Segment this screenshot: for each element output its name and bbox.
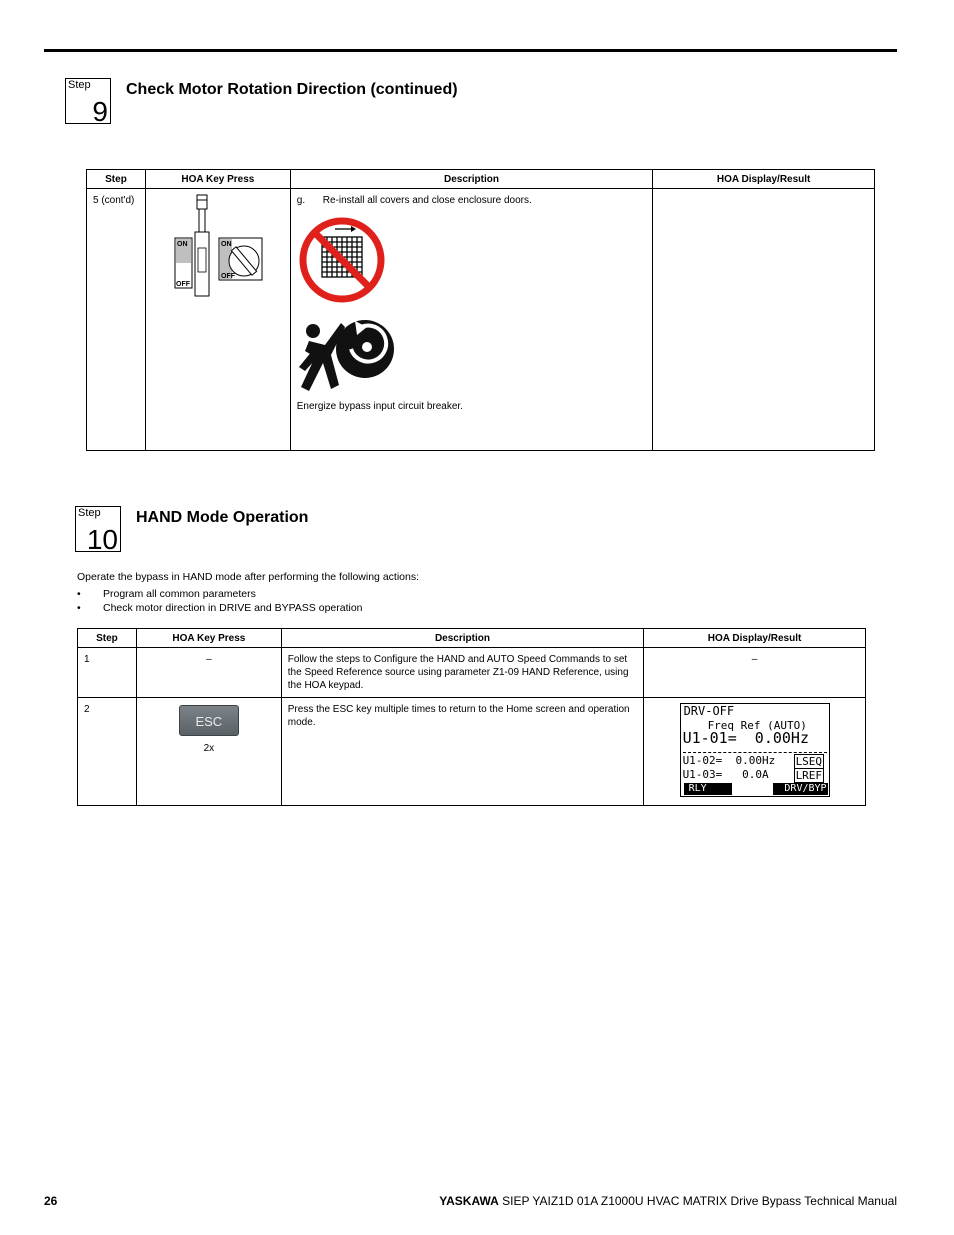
description-cell [290, 189, 652, 451]
footer-title [439, 1194, 897, 1208]
lcd-divider [683, 752, 827, 753]
step-label: Step [78, 507, 101, 519]
step-number: 10 [86, 524, 118, 555]
step-9-table [86, 169, 875, 451]
lcd-line-monitor-main: U1-01= 0.00Hz [682, 729, 809, 747]
table-row [87, 189, 875, 451]
key-press-count: 2x [203, 743, 215, 754]
key-cell: – [136, 648, 281, 698]
desc-marker: g. [296, 195, 306, 206]
step-label: Step [68, 79, 91, 91]
col-header-result: HOA Display/Result [644, 629, 866, 648]
switch-off-label: OFF [175, 281, 190, 288]
step-10-table [77, 628, 866, 806]
result-cell [644, 698, 866, 806]
lcd-line-status: DRV-OFF [683, 704, 735, 718]
intro-text: Operate the bypass in HAND mode after performing the following actions: [77, 571, 420, 583]
prerequisite-list [77, 588, 363, 615]
step-number: 9 [92, 96, 108, 127]
list-item: • Program all common parameters [77, 588, 363, 602]
step-cell: 5 (cont'd) [87, 189, 146, 451]
key-cell [145, 189, 290, 451]
top-rule [44, 49, 897, 52]
col-header-step: Step [78, 629, 137, 648]
section-title: Check Motor Rotation Direction (continued) [126, 81, 458, 98]
section-title: HAND Mode Operation [136, 509, 309, 526]
lcd-tag-lseq: LSEQ [795, 755, 823, 768]
disconnect-switch-illustration [146, 192, 291, 302]
col-header-key: HOA Key Press [136, 629, 281, 648]
table-row [78, 648, 866, 698]
description-cell: Press the ESC key multiple times to return to the Home screen and operation mode. [281, 698, 643, 806]
lcd-line-monitor-2: U1-02= 0.00Hz [682, 754, 776, 767]
footer-brand: YASKAWA [439, 1194, 499, 1208]
footer-doc-title: SIEP YAIZ1D 01A Z1000U HVAC MATRIX Drive Bypass Technical Manual [502, 1194, 897, 1208]
step-cell: 1 [78, 648, 137, 698]
table-row [78, 698, 866, 806]
description-cell: Follow the steps to Configure the HAND and AUTO Speed Commands to set the Speed Reference source using parameter Z1-09 HAND Reference, using the HOA keypad. [281, 648, 643, 698]
col-header-step: Step [87, 170, 146, 189]
result-cell: – [644, 648, 866, 698]
col-header-description: Description [281, 629, 643, 648]
hoa-lcd-display [680, 703, 830, 797]
page-number: 26 [44, 1194, 58, 1208]
no-open-cover-icon [297, 215, 387, 305]
col-header-result: HOA Display/Result [653, 170, 875, 189]
col-header-description: Description [290, 170, 652, 189]
lcd-line-monitor-3: U1-03= 0.0A [682, 768, 769, 781]
rotary-off-label: OFF [220, 273, 235, 280]
desc-line-breaker: Energize bypass input circuit breaker. [296, 401, 463, 412]
step-10-box [75, 506, 121, 555]
rotating-machinery-warning-icon [295, 315, 399, 395]
lcd-line-freq-ref: Freq Ref (AUTO) [707, 719, 807, 732]
rotary-on-label: ON [220, 241, 232, 248]
lcd-tag-lref: LREF [795, 769, 823, 782]
result-cell [653, 189, 875, 451]
step-cell: 2 [78, 698, 137, 806]
esc-key: ESC [179, 705, 239, 736]
desc-line-covers: Re-install all covers and close enclosure doors. [322, 195, 532, 206]
step-9-box [65, 78, 111, 127]
lcd-softkey-right: DRV/BYP [773, 783, 828, 795]
col-header-key: HOA Key Press [145, 170, 290, 189]
key-cell [136, 698, 281, 806]
switch-on-label: ON [176, 241, 188, 248]
list-item: • Check motor direction in DRIVE and BYPASS operation [77, 602, 363, 616]
lcd-softkey-left: RLY [684, 783, 732, 795]
